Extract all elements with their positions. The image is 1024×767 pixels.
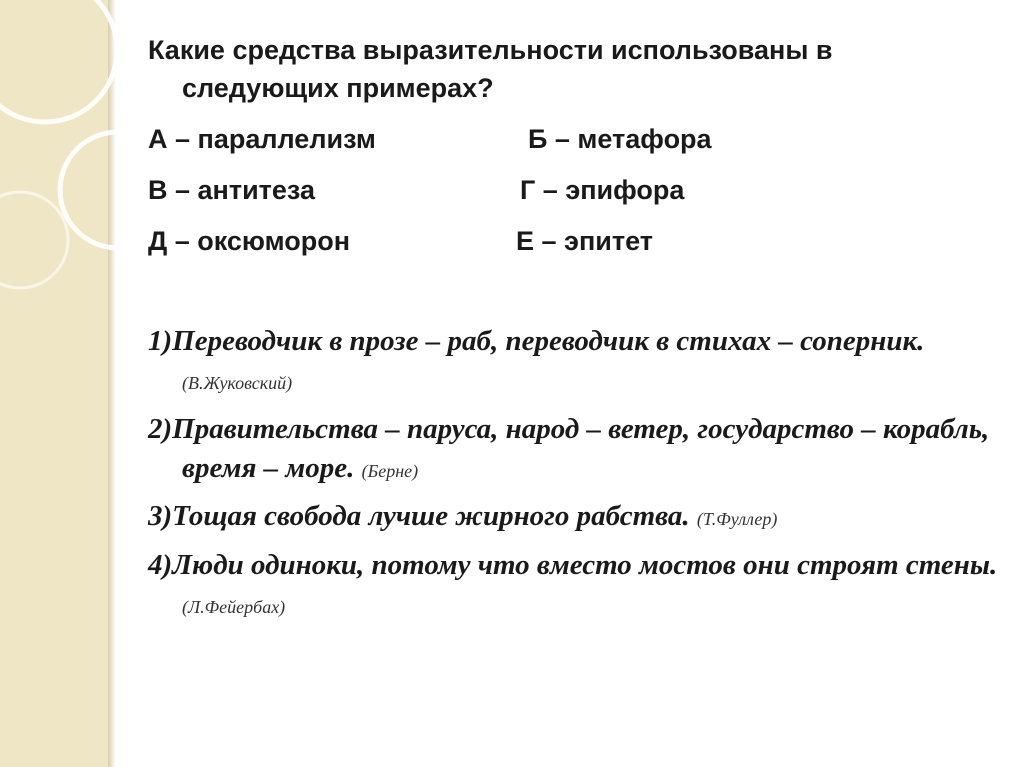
example-1 <box>148 322 998 400</box>
example-author: (Л.Фейербах) <box>182 597 286 618</box>
option-b: Б – метафора <box>528 124 712 154</box>
option-g: Г – эпифора <box>520 175 685 205</box>
examples-list <box>148 322 998 634</box>
example-3 <box>148 497 998 536</box>
option-a: А – параллелизм <box>148 124 376 154</box>
example-text: 3)Тощая свобода лучше жирного рабства. <box>148 500 690 533</box>
example-author: (Берне) <box>361 460 419 481</box>
option-d: Д – оксюморон <box>148 226 351 256</box>
example-2 <box>148 410 998 488</box>
option-e: Е – эпитет <box>516 226 653 256</box>
example-author: (Т.Фуллер) <box>696 509 778 530</box>
question-line-1: Какие средства выразительности использованы в <box>148 35 833 65</box>
question-text <box>148 32 988 108</box>
option-v: В – антитеза <box>148 175 315 205</box>
example-text: 2)Правительства – паруса, народ – ветер, государство – корабль, время – море. <box>148 412 990 484</box>
example-text: 1)Переводчик в прозе – раб, переводчик в стихах – соперник. <box>148 325 925 357</box>
question-line-2: следующих примерах? <box>182 72 494 103</box>
example-text: 4)Люди одиноки, потому что вместо мостов они строят стены. <box>148 549 998 582</box>
options-row-1 <box>148 124 712 155</box>
example-4 <box>148 546 998 624</box>
options-row-2 <box>148 175 685 206</box>
example-author: (В.Жуковский) <box>182 372 293 393</box>
options-row-3 <box>148 226 653 257</box>
